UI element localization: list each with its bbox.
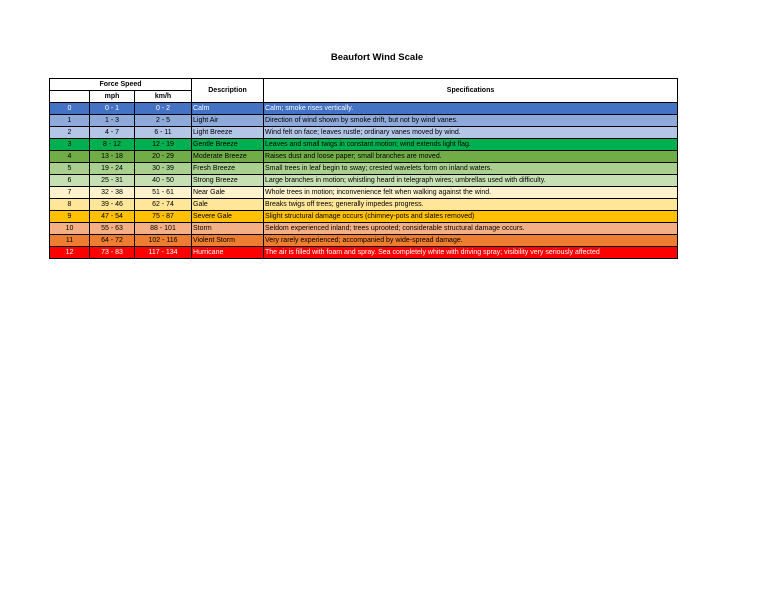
specification-cell: Seldom experienced inland; trees uprooted; considerable structural damage occurs.	[264, 223, 678, 235]
kmh-cell: 0 - 2	[135, 103, 192, 115]
table-row	[50, 235, 678, 247]
kmh-cell: 12 - 19	[135, 139, 192, 151]
specifications-header: Specifications	[264, 79, 678, 103]
specification-cell: Calm; smoke rises vertically.	[264, 103, 678, 115]
specification-cell: The air is filled with foam and spray. Sea completely white with driving spray; visibility very seriously affected	[264, 247, 678, 259]
force-cell: 6	[50, 175, 90, 187]
kmh-cell: 75 - 87	[135, 211, 192, 223]
kmh-cell: 102 - 116	[135, 235, 192, 247]
force-cell: 4	[50, 151, 90, 163]
mph-cell: 47 - 54	[90, 211, 135, 223]
kmh-cell: 51 - 61	[135, 187, 192, 199]
mph-cell: 64 - 72	[90, 235, 135, 247]
kmh-cell: 6 - 11	[135, 127, 192, 139]
description-cell: Light Breeze	[192, 127, 264, 139]
force-cell: 12	[50, 247, 90, 259]
mph-cell: 25 - 31	[90, 175, 135, 187]
description-cell: Gentle Breeze	[192, 139, 264, 151]
mph-cell: 73 - 83	[90, 247, 135, 259]
kmh-cell: 2 - 5	[135, 115, 192, 127]
specification-cell: Whole trees in motion; inconvenience felt when walking against the wind.	[264, 187, 678, 199]
specification-cell: Wind felt on face; leaves rustle; ordinary vanes moved by wind.	[264, 127, 678, 139]
specification-cell: Direction of wind shown by smoke drift, but not by wind vanes.	[264, 115, 678, 127]
kmh-cell: 117 - 134	[135, 247, 192, 259]
mph-cell: 55 - 63	[90, 223, 135, 235]
table-row	[50, 115, 678, 127]
force-cell: 10	[50, 223, 90, 235]
force-cell: 11	[50, 235, 90, 247]
kmh-cell: 30 - 39	[135, 163, 192, 175]
table-body	[50, 103, 678, 259]
description-cell: Light Air	[192, 115, 264, 127]
specification-cell: Raises dust and loose paper; small branches are moved.	[264, 151, 678, 163]
description-header: Description	[192, 79, 264, 103]
table-row	[50, 103, 678, 115]
specification-cell: Very rarely experienced; accompanied by wide-spread damage.	[264, 235, 678, 247]
force-cell: 9	[50, 211, 90, 223]
specification-cell: Large branches in motion; whistling heard in telegraph wires; umbrellas used with difficulty.	[264, 175, 678, 187]
force-cell: 1	[50, 115, 90, 127]
description-cell: Hurricane	[192, 247, 264, 259]
kmh-cell: 88 - 101	[135, 223, 192, 235]
force-speed-header: Force Speed	[50, 79, 192, 91]
mph-cell: 39 - 46	[90, 199, 135, 211]
mph-cell: 32 - 38	[90, 187, 135, 199]
kmh-header: km/h	[135, 91, 192, 103]
force-cell: 7	[50, 187, 90, 199]
beaufort-table	[49, 78, 678, 259]
force-cell: 5	[50, 163, 90, 175]
kmh-cell: 40 - 50	[135, 175, 192, 187]
table-row	[50, 139, 678, 151]
description-cell: Fresh Breeze	[192, 163, 264, 175]
table-row	[50, 163, 678, 175]
specification-cell: Breaks twigs off trees; generally impedes progress.	[264, 199, 678, 211]
table-row	[50, 199, 678, 211]
description-cell: Calm	[192, 103, 264, 115]
specification-cell: Leaves and small twigs in constant motion; wind extends light flag.	[264, 139, 678, 151]
mph-cell: 13 - 18	[90, 151, 135, 163]
force-cell: 3	[50, 139, 90, 151]
kmh-cell: 62 - 74	[135, 199, 192, 211]
kmh-cell: 20 - 29	[135, 151, 192, 163]
mph-cell: 19 - 24	[90, 163, 135, 175]
table-row	[50, 187, 678, 199]
specification-cell: Slight structural damage occurs (chimney-pots and slates removed)	[264, 211, 678, 223]
table-row	[50, 223, 678, 235]
page-title: Beaufort Wind Scale	[330, 52, 424, 63]
header-row-top	[50, 79, 678, 91]
description-cell: Near Gale	[192, 187, 264, 199]
force-cell: 8	[50, 199, 90, 211]
description-cell: Storm	[192, 223, 264, 235]
table-row	[50, 211, 678, 223]
table-row	[50, 127, 678, 139]
force-cell: 0	[50, 103, 90, 115]
table-row	[50, 247, 678, 259]
description-cell: Severe Gale	[192, 211, 264, 223]
table-row	[50, 175, 678, 187]
specification-cell: Small trees in leaf begin to sway; crested wavelets form on inland waters.	[264, 163, 678, 175]
force-header-blank	[50, 91, 90, 103]
mph-cell: 8 - 12	[90, 139, 135, 151]
description-cell: Violent Storm	[192, 235, 264, 247]
description-cell: Strong Breeze	[192, 175, 264, 187]
description-cell: Moderate Breeze	[192, 151, 264, 163]
table-row	[50, 151, 678, 163]
force-cell: 2	[50, 127, 90, 139]
mph-cell: 4 - 7	[90, 127, 135, 139]
mph-header: mph	[90, 91, 135, 103]
description-cell: Gale	[192, 199, 264, 211]
mph-cell: 0 - 1	[90, 103, 135, 115]
mph-cell: 1 - 3	[90, 115, 135, 127]
